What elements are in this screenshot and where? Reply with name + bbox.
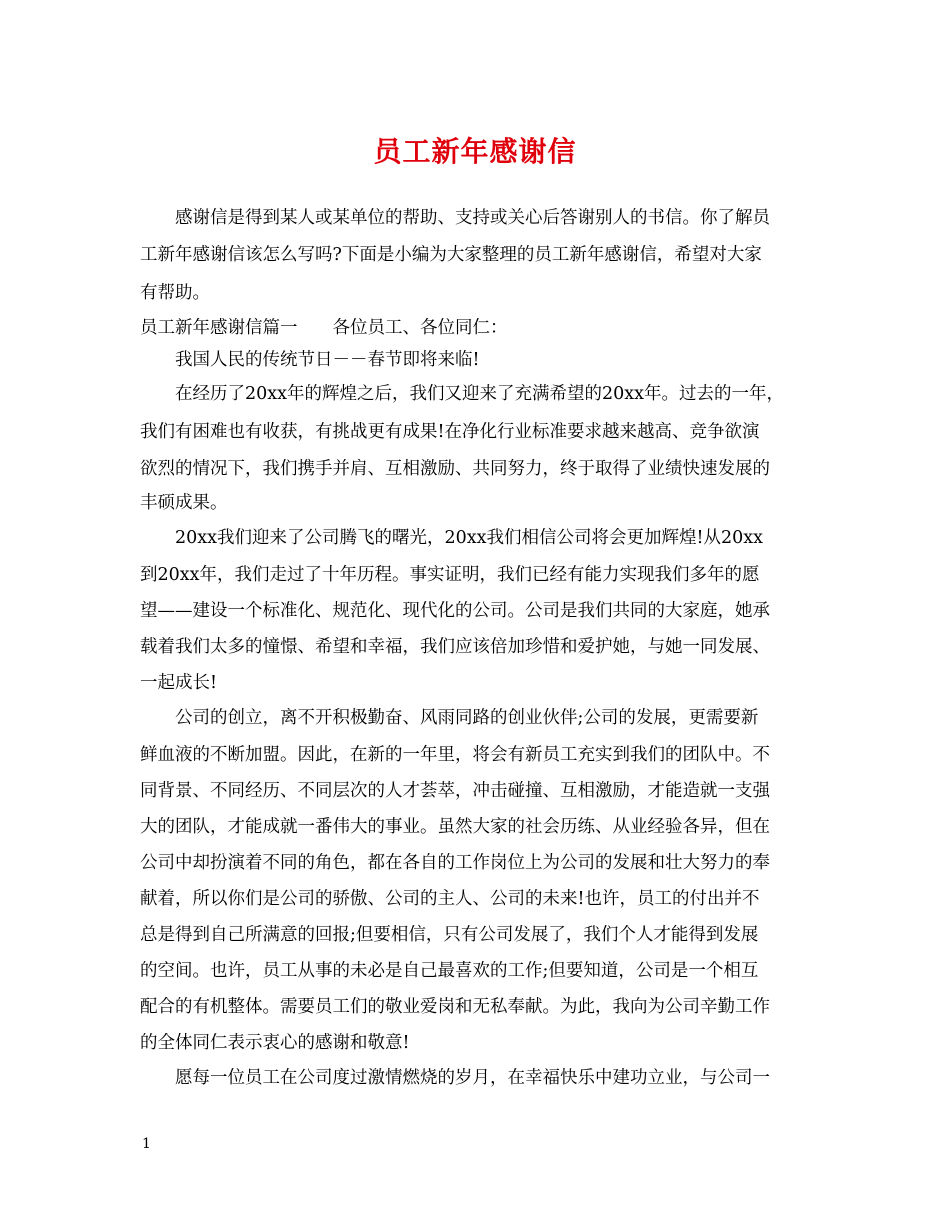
body-line: 一起成长!: [140, 673, 218, 693]
body-line: 同背景、不同经历、不同层次的人才荟萃，冲击碰撞、互相激励，才能造就一支强: [140, 781, 770, 801]
body-line: 愿每一位员工在公司度过激情燃烧的岁月，在幸福快乐中建功立业，与公司一: [140, 1068, 770, 1088]
body-line: 丰硕成果。: [140, 493, 228, 513]
body-line: 公司的创立，离不开积极勤奋、风雨同路的创业伙伴;公司的发展，更需要新: [140, 708, 759, 728]
body-line: 献着，所以你们是公司的骄傲、公司的主人、公司的未来!也许，员工的付出并不: [140, 889, 760, 909]
body-line: 总是得到自己所满意的回报;但要相信，只有公司发展了，我们个人才能得到发展: [140, 925, 759, 945]
body-line: 到20xx年，我们走过了十年历程。事实证明，我们已经有能力实现我们多年的愿: [140, 565, 760, 585]
body-line: 公司中却扮演着不同的角色，都在各自的工作岗位上为公司的发展和壮大努力的奉: [140, 853, 770, 873]
body-line: 配合的有机整体。需要员工们的敬业爱岗和无私奉献。为此，我向为公司辛勤工作: [140, 997, 770, 1017]
body-line: 的空间。也许，员工从事的未必是自己最喜欢的工作;但要知道，公司是一个相互: [140, 961, 759, 981]
body-line: 我国人民的传统节日－－春节即将来临!: [140, 350, 480, 370]
body-line: 工新年感谢信该怎么写吗?下面是小编为大家整理的员工新年感谢信，希望对大家: [140, 245, 762, 265]
body-line: 载着我们太多的憧憬、希望和幸福，我们应该倍加珍惜和爱护她，与她一同发展、: [140, 637, 770, 657]
body-line: 大的团队，才能成就一番伟大的事业。虽然大家的社会历练、从业经验各异，但在: [140, 817, 770, 837]
body-line: 的全体同仁表示衷心的感谢和敬意!: [140, 1033, 410, 1053]
body-line: 在经历了20xx年的辉煌之后，我们又迎来了充满希望的20xx年。过去的一年，: [140, 384, 785, 404]
body-line: 望——建设一个标准化、规范化、现代化的公司。公司是我们共同的大家庭，她承: [140, 601, 770, 621]
body-line: 有帮助。: [140, 283, 210, 303]
page-number: 1: [142, 1136, 151, 1152]
body-line: 20xx我们迎来了公司腾飞的曙光，20xx我们相信公司将会更加辉煌!从20xx: [140, 528, 764, 548]
body-line: 感谢信是得到某人或某单位的帮助、支持或关心后答谢别人的书信。你了解员: [140, 208, 770, 228]
section-heading-line: 员工新年感谢信篇一 各位员工、各位同仁：: [140, 318, 508, 338]
body-line: 鲜血液的不断加盟。因此，在新的一年里，将会有新员工充实到我们的团队中。不: [140, 745, 770, 765]
body-line: 欲烈的情况下，我们携手并肩、互相激励、共同努力，终于取得了业绩快速发展的: [140, 459, 770, 479]
body-line: 我们有困难也有收获，有挑战更有成果!在净化行业标准要求越来越高、竞争欲演: [140, 422, 760, 442]
document-title: 员工新年感谢信: [373, 135, 577, 168]
